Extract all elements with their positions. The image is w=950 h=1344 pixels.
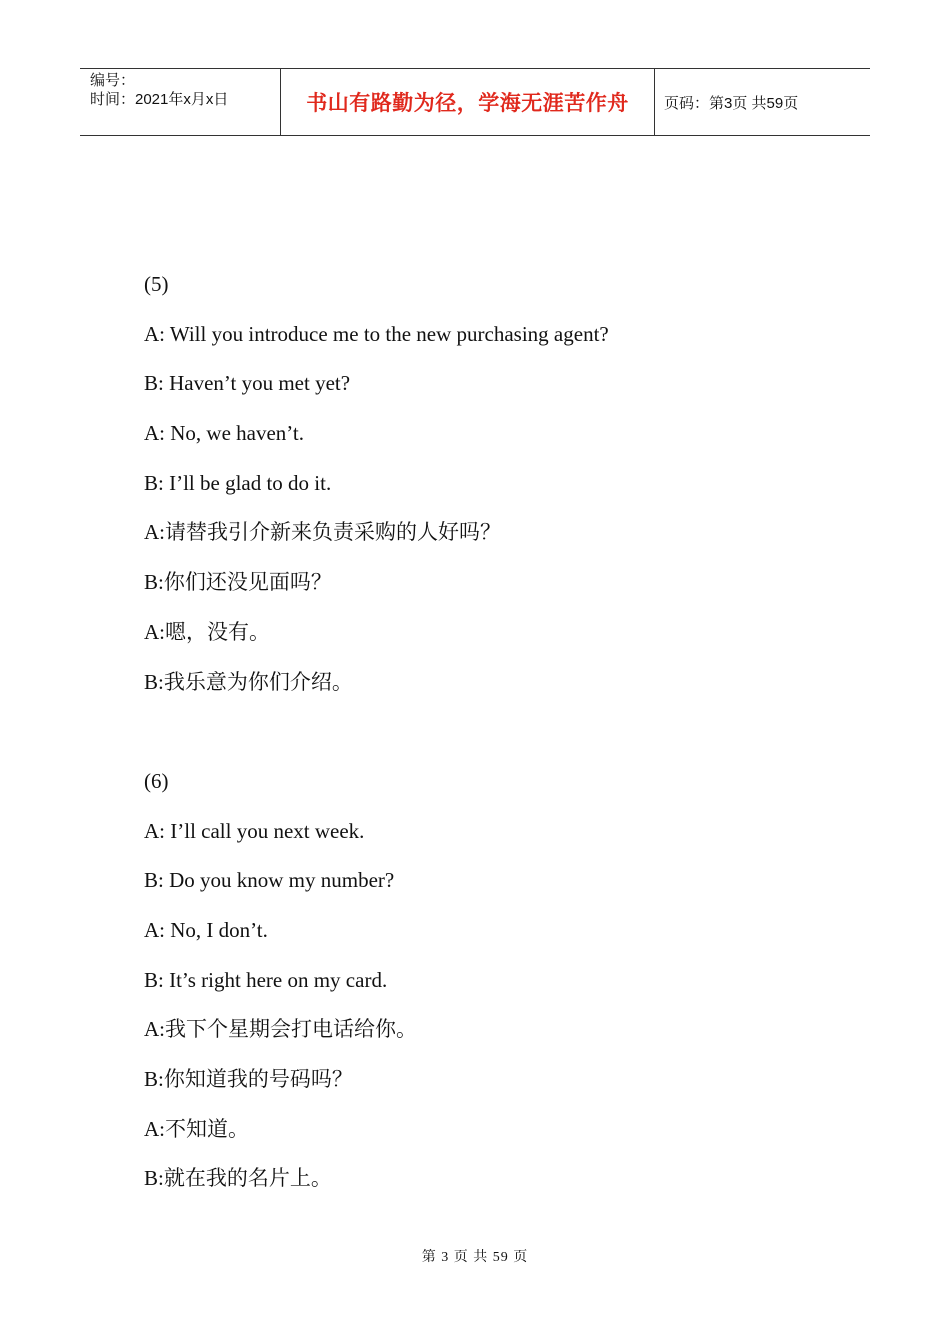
document-body [144,270,844,1214]
dialogue-line: A:我下个星期会打电话给你。 [144,1017,417,1042]
dialogue-line: B:就在我的名片上。 [144,1166,332,1191]
dialogue-line: A: I’ll call you next week. [144,818,365,843]
dialogue-line: B: Do you know my number? [144,868,395,893]
dialogue-line: A: No, I don’t. [144,917,268,942]
header-meta [80,69,281,135]
paragraph-spacer [144,717,844,767]
dialogue-line: B:我乐意为你们介绍。 [144,669,353,694]
dialogue-line: B: Haven’t you met yet? [144,371,351,396]
page-footer: 第 3 页 共 59 页 [421,1250,529,1265]
dialogue-line: B:你知道我的号码吗？ [144,1067,353,1091]
dialogue-line: A:不知道。 [144,1116,249,1141]
header-motto: 书山有路勤为径，学海无涯苦作舟 [281,69,655,135]
dialogue-line: A: No, we haven’t. [144,421,304,446]
dialogue-heading: (5) [144,272,169,296]
dialogue-line: A: Will you introduce me to the new purchasing agent? [144,321,609,346]
dialogue-line: B:你们还没见面吗？ [144,570,332,595]
document-time-label: 时间：2021年x月x日 [90,91,229,108]
header-page-info: 页码：第3页 共59页 [664,94,799,112]
dialogue-heading: (6) [144,768,169,793]
dialogue-line: A:嗯，没有。 [144,619,270,644]
page-header [80,68,870,136]
document-number-label: 编号： [90,72,136,89]
dialogue-line: B: I’ll be glad to do it. [144,470,332,495]
dialogue-line: B: It’s right here on my card. [144,967,388,992]
dialogue-line: A:请替我引介新来负责采购的人好吗？ [144,520,501,545]
